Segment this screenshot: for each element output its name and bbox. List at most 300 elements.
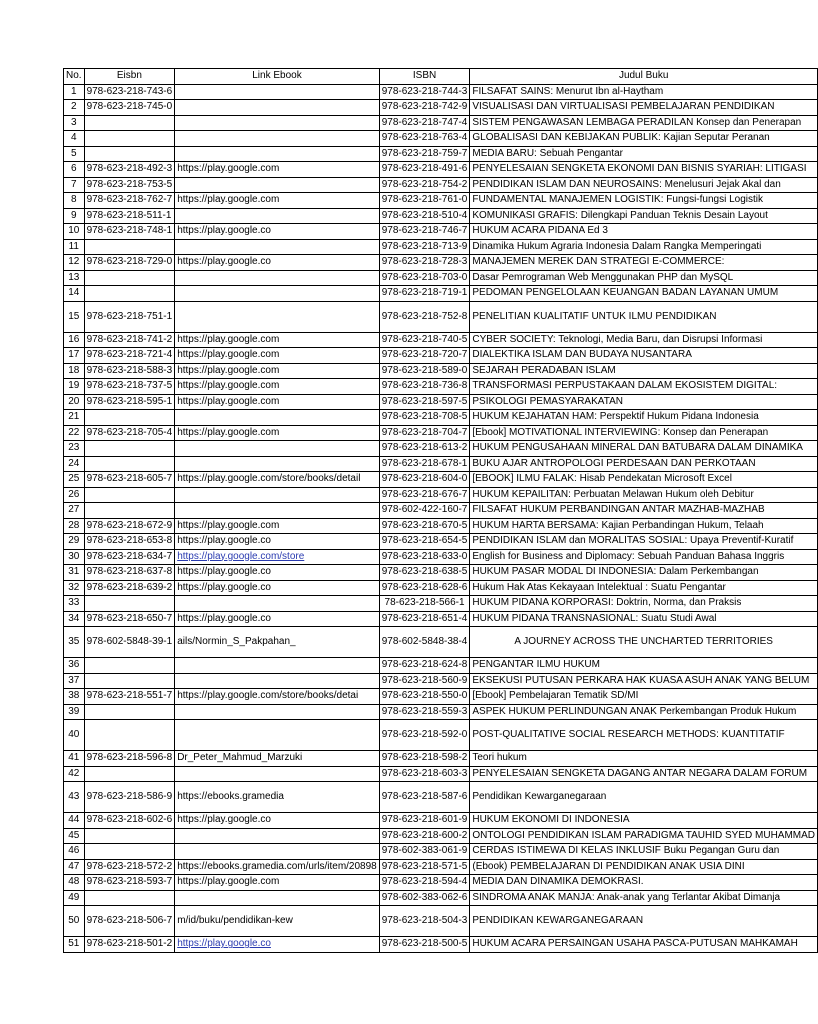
cell-isbn[interactable]: 978-623-218-708-5: [379, 410, 470, 426]
cell-eisbn[interactable]: [84, 270, 175, 286]
cell-no[interactable]: 51: [64, 937, 85, 953]
cell-isbn[interactable]: 978-623-218-703-0: [379, 270, 470, 286]
cell-no[interactable]: 21: [64, 410, 85, 426]
cell-judul-buku[interactable]: Dinamika Hukum Agraria Indonesia Dalam Rangka Memperingati: [470, 239, 818, 255]
cell-judul-buku[interactable]: VISUALISASI DAN VIRTUALISASI PEMBELAJARAN PENDIDIKAN: [470, 100, 818, 116]
cell-eisbn[interactable]: 978-623-218-511-1: [84, 208, 175, 224]
cell-judul-buku[interactable]: TRANSFORMASI PERPUSTAKAAN DALAM EKOSISTEM DIGITAL:: [470, 379, 818, 395]
cell-no[interactable]: 13: [64, 270, 85, 286]
header-no[interactable]: No.: [64, 69, 85, 85]
cell-judul-buku[interactable]: English for Business and Diplomacy: Sebuah Panduan Bahasa Inggris: [470, 549, 818, 565]
table-row: [64, 115, 818, 131]
cell-judul-buku[interactable]: HUKUM PIDANA TRANSNASIONAL: Suatu Studi Awal: [470, 611, 818, 627]
cell-eisbn[interactable]: 978-623-218-729-0: [84, 255, 175, 271]
table-row: [64, 766, 818, 782]
table-row: [64, 859, 818, 875]
cell-judul-buku[interactable]: Hukum Hak Atas Kekayaan Intelektual : Suatu Pengantar: [470, 580, 818, 596]
cell-link-ebook[interactable]: https://play.google.com/store: [175, 549, 380, 565]
cell-judul-buku[interactable]: PEDOMAN PENGELOLAAN KEUANGAN BADAN LAYANAN UMUM: [470, 286, 818, 302]
cell-link-ebook[interactable]: https://play.google.com: [175, 332, 380, 348]
cell-judul-buku[interactable]: (Ebook) PEMBELAJARAN DI PENDIDIKAN ANAK USIA DINI: [470, 859, 818, 875]
cell-judul-buku[interactable]: PENDIDIKAN ISLAM DAN NEUROSAINS: Menelusuri Jejak Akal dan: [470, 177, 818, 193]
cell-link-ebook[interactable]: [175, 410, 380, 426]
cell-no[interactable]: 19: [64, 379, 85, 395]
header-eisbn[interactable]: Eisbn: [84, 69, 175, 85]
cell-no[interactable]: 44: [64, 813, 85, 829]
cell-judul-buku[interactable]: MANAJEMEN MEREK DAN STRATEGI E-COMMERCE:: [470, 255, 818, 271]
cell-judul-buku[interactable]: KOMUNIKASI GRAFIS: Dilengkapi Panduan Teknis Desain Layout: [470, 208, 818, 224]
cell-eisbn[interactable]: 978-623-218-745-0: [84, 100, 175, 116]
cell-judul-buku[interactable]: SEJARAH PERADABAN ISLAM: [470, 363, 818, 379]
cell-eisbn[interactable]: [84, 658, 175, 674]
cell-eisbn[interactable]: 978-623-218-751-1: [84, 301, 175, 332]
cell-isbn[interactable]: 978-623-218-510-4: [379, 208, 470, 224]
cell-no[interactable]: 26: [64, 487, 85, 503]
cell-judul-buku[interactable]: EKSEKUSI PUTUSAN PERKARA HAK KUASA ASUH ANAK YANG BELUM: [470, 673, 818, 689]
cell-no[interactable]: 49: [64, 890, 85, 906]
cell-link-ebook[interactable]: https://play.google.com/store/books/detail: [175, 472, 380, 488]
cell-link-ebook[interactable]: https://play.google.com: [175, 518, 380, 534]
cell-eisbn[interactable]: [84, 487, 175, 503]
cell-eisbn[interactable]: [84, 456, 175, 472]
cell-eisbn[interactable]: 978-623-218-762-7: [84, 193, 175, 209]
table-row: [64, 270, 818, 286]
cell-eisbn[interactable]: 978-623-218-650-7: [84, 611, 175, 627]
book-table: [63, 68, 818, 953]
cell-eisbn[interactable]: 978-623-218-605-7: [84, 472, 175, 488]
cell-no[interactable]: 22: [64, 425, 85, 441]
cell-eisbn[interactable]: [84, 596, 175, 612]
cell-isbn[interactable]: 978-623-218-759-7: [379, 146, 470, 162]
cell-no[interactable]: 12: [64, 255, 85, 271]
cell-isbn[interactable]: 978-602-383-061-9: [379, 844, 470, 860]
cell-isbn[interactable]: 978-623-218-600-2: [379, 828, 470, 844]
cell-link-ebook[interactable]: https://play.google.com: [175, 875, 380, 891]
cell-judul-buku[interactable]: [EBOOK] ILMU FALAK: Hisab Pendekatan Microsoft Excel: [470, 472, 818, 488]
cell-judul-buku[interactable]: Dasar Pemrograman Web Menggunakan PHP dan MySQL: [470, 270, 818, 286]
cell-link-ebook[interactable]: [175, 177, 380, 193]
cell-link-ebook[interactable]: https://ebooks.gramedia: [175, 782, 380, 813]
cell-eisbn[interactable]: 978-623-218-595-1: [84, 394, 175, 410]
cell-eisbn[interactable]: 978-623-218-741-2: [84, 332, 175, 348]
cell-no[interactable]: 24: [64, 456, 85, 472]
cell-judul-buku[interactable]: FUNDAMENTAL MANAJEMEN LOGISTIK: Fungsi-fungsi Logistik: [470, 193, 818, 209]
cell-no[interactable]: 36: [64, 658, 85, 674]
cell-isbn[interactable]: 978-623-218-728-3: [379, 255, 470, 271]
table-row: [64, 472, 818, 488]
table-row: [64, 828, 818, 844]
cell-no[interactable]: 30: [64, 549, 85, 565]
cell-isbn[interactable]: 978-623-218-746-7: [379, 224, 470, 240]
cell-eisbn[interactable]: 978-623-218-637-8: [84, 565, 175, 581]
cell-link-ebook[interactable]: [175, 208, 380, 224]
cell-link-ebook[interactable]: https://play.google.com: [175, 162, 380, 178]
cell-eisbn[interactable]: 978-623-218-492-3: [84, 162, 175, 178]
cell-judul-buku[interactable]: PENYELESAIAN SENGKETA DAGANG ANTAR NEGARA DALAM FORUM: [470, 766, 818, 782]
cell-no[interactable]: 2: [64, 100, 85, 116]
table-row: [64, 580, 818, 596]
cell-eisbn[interactable]: 978-623-218-705-4: [84, 425, 175, 441]
table-row: [64, 410, 818, 426]
cell-isbn[interactable]: 978-623-218-736-8: [379, 379, 470, 395]
cell-isbn[interactable]: 978-623-218-676-7: [379, 487, 470, 503]
cell-judul-buku[interactable]: HUKUM PASAR MODAL DI INDONESIA: Dalam Perkembangan: [470, 565, 818, 581]
table-row: [64, 286, 818, 302]
cell-eisbn[interactable]: 978-623-218-501-2: [84, 937, 175, 953]
cell-judul-buku[interactable]: POST-QUALITATIVE SOCIAL RESEARCH METHODS: KUANTITATIF: [470, 720, 818, 751]
cell-no[interactable]: 48: [64, 875, 85, 891]
cell-eisbn[interactable]: 978-623-218-634-7: [84, 549, 175, 565]
cell-link-ebook[interactable]: [175, 828, 380, 844]
cell-isbn[interactable]: 978-623-218-601-9: [379, 813, 470, 829]
cell-no[interactable]: 23: [64, 441, 85, 457]
cell-judul-buku[interactable]: PENGANTAR ILMU HUKUM: [470, 658, 818, 674]
cell-link-ebook[interactable]: [175, 84, 380, 100]
cell-judul-buku[interactable]: HUKUM KEPAILITAN: Perbuatan Melawan Hukum oleh Debitur: [470, 487, 818, 503]
cell-no[interactable]: 34: [64, 611, 85, 627]
cell-judul-buku[interactable]: DIALEKTIKA ISLAM DAN BUDAYA NUSANTARA: [470, 348, 818, 364]
table-row: [64, 441, 818, 457]
cell-isbn[interactable]: 978-623-218-719-1: [379, 286, 470, 302]
cell-no[interactable]: 32: [64, 580, 85, 596]
cell-eisbn[interactable]: [84, 828, 175, 844]
cell-isbn[interactable]: 978-623-218-613-2: [379, 441, 470, 457]
cell-link-ebook[interactable]: https://play.google.co: [175, 565, 380, 581]
table-row: [64, 177, 818, 193]
cell-link-ebook[interactable]: [175, 890, 380, 906]
table-row: [64, 534, 818, 550]
table-row: [64, 565, 818, 581]
cell-judul-buku[interactable]: HUKUM ACARA PERSAINGAN USAHA PASCA-PUTUSAN MAHKAMAH: [470, 937, 818, 953]
header-judul-buku[interactable]: Judul Buku: [470, 69, 818, 85]
cell-link-ebook[interactable]: [175, 301, 380, 332]
cell-link-ebook[interactable]: ails/Normin_S_Pakpahan_: [175, 627, 380, 658]
cell-isbn[interactable]: 978-623-218-491-6: [379, 162, 470, 178]
cell-judul-buku[interactable]: SISTEM PENGAWASAN LEMBAGA PERADILAN Konsep dan Penerapan: [470, 115, 818, 131]
cell-eisbn[interactable]: [84, 720, 175, 751]
cell-no[interactable]: 47: [64, 859, 85, 875]
cell-judul-buku[interactable]: MEDIA DAN DINAMIKA DEMOKRASI.: [470, 875, 818, 891]
cell-isbn[interactable]: 978-623-218-592-0: [379, 720, 470, 751]
cell-link-ebook[interactable]: [175, 596, 380, 612]
cell-link-ebook[interactable]: Dr_Peter_Mahmud_Marzuki: [175, 751, 380, 767]
table-row: [64, 301, 818, 332]
cell-eisbn[interactable]: [84, 286, 175, 302]
cell-isbn[interactable]: 978-623-218-603-3: [379, 766, 470, 782]
cell-judul-buku[interactable]: PENYELESAIAN SENGKETA EKONOMI DAN BISNIS SYARIAH: LITIGASI: [470, 162, 818, 178]
cell-eisbn[interactable]: [84, 890, 175, 906]
cell-no[interactable]: 40: [64, 720, 85, 751]
cell-link-ebook[interactable]: https://ebooks.gramedia.com/urls/item/20898: [175, 859, 380, 875]
cell-link-ebook[interactable]: [175, 766, 380, 782]
cell-no[interactable]: 46: [64, 844, 85, 860]
cell-eisbn[interactable]: 978-623-218-602-6: [84, 813, 175, 829]
cell-link-ebook[interactable]: https://play.google.co: [175, 580, 380, 596]
cell-isbn[interactable]: 978-623-218-670-5: [379, 518, 470, 534]
table-row: [64, 255, 818, 271]
cell-link-ebook[interactable]: https://play.google.com: [175, 363, 380, 379]
table-row: [64, 906, 818, 937]
cell-isbn[interactable]: 978-602-5848-38-4: [379, 627, 470, 658]
table-row: [64, 146, 818, 162]
cell-judul-buku[interactable]: BUKU AJAR ANTROPOLOGI PERDESAAN DAN PERKOTAAN: [470, 456, 818, 472]
cell-eisbn[interactable]: 978-623-218-748-1: [84, 224, 175, 240]
cell-link-ebook[interactable]: https://play.google.com: [175, 379, 380, 395]
table-row: [64, 503, 818, 519]
table-row: [64, 379, 818, 395]
cell-eisbn[interactable]: [84, 131, 175, 147]
cell-isbn[interactable]: 978-623-218-763-4: [379, 131, 470, 147]
cell-link-ebook[interactable]: [175, 704, 380, 720]
cell-isbn[interactable]: 978-623-218-594-4: [379, 875, 470, 891]
cell-judul-buku[interactable]: ONTOLOGI PENDIDIKAN ISLAM PARADIGMA TAUHID SYED MUHAMMAD: [470, 828, 818, 844]
cell-isbn[interactable]: 978-623-218-654-5: [379, 534, 470, 550]
cell-judul-buku[interactable]: MEDIA BARU: Sebuah Pengantar: [470, 146, 818, 162]
cell-eisbn[interactable]: [84, 146, 175, 162]
cell-isbn[interactable]: 978-623-218-598-2: [379, 751, 470, 767]
cell-judul-buku[interactable]: FILSAFAT HUKUM PERBANDINGAN ANTAR MAZHAB-MAZHAB: [470, 503, 818, 519]
cell-isbn[interactable]: 978-623-218-560-9: [379, 673, 470, 689]
cell-judul-buku[interactable]: HUKUM EKONOMI DI INDONESIA: [470, 813, 818, 829]
cell-link-ebook[interactable]: [175, 270, 380, 286]
cell-link-ebook[interactable]: https://play.google.co: [175, 255, 380, 271]
cell-no[interactable]: 31: [64, 565, 85, 581]
cell-no[interactable]: 8: [64, 193, 85, 209]
cell-isbn[interactable]: 978-623-218-587-6: [379, 782, 470, 813]
cell-link-ebook[interactable]: [175, 286, 380, 302]
cell-link-ebook[interactable]: https://play.google.com: [175, 348, 380, 364]
table-row: [64, 162, 818, 178]
cell-eisbn[interactable]: [84, 115, 175, 131]
cell-link-ebook[interactable]: https://play.google.co: [175, 224, 380, 240]
cell-no[interactable]: 3: [64, 115, 85, 131]
cell-judul-buku[interactable]: HUKUM KEJAHATAN HAM: Perspektif Hukum Pidana Indonesia: [470, 410, 818, 426]
cell-no[interactable]: 4: [64, 131, 85, 147]
cell-link-ebook[interactable]: [175, 720, 380, 751]
cell-link-ebook[interactable]: [175, 844, 380, 860]
cell-eisbn[interactable]: 978-623-218-588-3: [84, 363, 175, 379]
cell-no[interactable]: 14: [64, 286, 85, 302]
cell-no[interactable]: 50: [64, 906, 85, 937]
cell-isbn[interactable]: 978-623-218-604-0: [379, 472, 470, 488]
cell-no[interactable]: 28: [64, 518, 85, 534]
cell-eisbn[interactable]: [84, 410, 175, 426]
cell-judul-buku[interactable]: HUKUM HARTA BERSAMA: Kajian Perbandingan Hukum, Telaah: [470, 518, 818, 534]
cell-eisbn[interactable]: [84, 673, 175, 689]
cell-no[interactable]: 38: [64, 689, 85, 705]
cell-no[interactable]: 11: [64, 239, 85, 255]
cell-isbn[interactable]: 978-623-218-744-3: [379, 84, 470, 100]
cell-no[interactable]: 43: [64, 782, 85, 813]
cell-judul-buku[interactable]: [Ebook] MOTIVATIONAL INTERVIEWING: Konsep dan Penerapan: [470, 425, 818, 441]
cell-eisbn[interactable]: 978-623-218-572-2: [84, 859, 175, 875]
cell-isbn[interactable]: 978-623-218-720-7: [379, 348, 470, 364]
table-row: [64, 518, 818, 534]
cell-no[interactable]: 15: [64, 301, 85, 332]
cell-link-ebook[interactable]: https://play.google.co: [175, 813, 380, 829]
cell-judul-buku[interactable]: PENDIDIKAN KEWARGANEGARAAN: [470, 906, 818, 937]
table-row: [64, 611, 818, 627]
cell-judul-buku[interactable]: GLOBALISASI DAN KEBIJAKAN PUBLIK: Kajian Seputar Peranan: [470, 131, 818, 147]
cell-isbn[interactable]: 978-623-218-754-2: [379, 177, 470, 193]
header-link-ebook[interactable]: Link Ebook: [175, 69, 380, 85]
cell-isbn[interactable]: 978-623-218-504-3: [379, 906, 470, 937]
cell-no[interactable]: 10: [64, 224, 85, 240]
cell-link-ebook[interactable]: [175, 658, 380, 674]
cell-judul-buku[interactable]: Teori hukum: [470, 751, 818, 767]
table-row: [64, 425, 818, 441]
cell-link-ebook[interactable]: [175, 239, 380, 255]
cell-eisbn[interactable]: 978-623-218-506-7: [84, 906, 175, 937]
table-row: [64, 704, 818, 720]
cell-judul-buku[interactable]: CYBER SOCIETY: Teknologi, Media Baru, dan Disrupsi Informasi: [470, 332, 818, 348]
cell-isbn[interactable]: 978-623-218-740-5: [379, 332, 470, 348]
cell-no[interactable]: 17: [64, 348, 85, 364]
cell-no[interactable]: 45: [64, 828, 85, 844]
table-row: [64, 890, 818, 906]
cell-link-ebook[interactable]: [175, 456, 380, 472]
cell-link-ebook[interactable]: https://play.google.com: [175, 193, 380, 209]
cell-isbn[interactable]: 978-623-218-713-9: [379, 239, 470, 255]
cell-eisbn[interactable]: 978-623-218-743-6: [84, 84, 175, 100]
cell-link-ebook[interactable]: https://play.google.com/store/books/detai: [175, 689, 380, 705]
table-row: [64, 875, 818, 891]
cell-eisbn[interactable]: [84, 239, 175, 255]
cell-judul-buku[interactable]: A JOURNEY ACROSS THE UNCHARTED TERRITORIES: [470, 627, 818, 658]
cell-isbn[interactable]: 978-623-218-678-1: [379, 456, 470, 472]
cell-judul-buku[interactable]: HUKUM PIDANA KORPORASI: Doktrin, Norma, dan Praksis: [470, 596, 818, 612]
table-row: [64, 100, 818, 116]
table-row: [64, 720, 818, 751]
cell-isbn[interactable]: 978-623-218-628-6: [379, 580, 470, 596]
table-row: [64, 394, 818, 410]
table-row: [64, 348, 818, 364]
cell-judul-buku[interactable]: Pendidikan Kewarganegaraan: [470, 782, 818, 813]
cell-eisbn[interactable]: [84, 503, 175, 519]
cell-eisbn[interactable]: 978-623-218-721-4: [84, 348, 175, 364]
cell-no[interactable]: 35: [64, 627, 85, 658]
cell-isbn[interactable]: 978-623-218-651-4: [379, 611, 470, 627]
cell-link-ebook[interactable]: [175, 503, 380, 519]
cell-link-ebook[interactable]: https://play.google.co: [175, 534, 380, 550]
cell-no[interactable]: 37: [64, 673, 85, 689]
table-row: [64, 456, 818, 472]
cell-eisbn[interactable]: 978-623-218-596-8: [84, 751, 175, 767]
cell-eisbn[interactable]: [84, 704, 175, 720]
cell-link-ebook[interactable]: m/id/buku/pendidikan-kew: [175, 906, 380, 937]
cell-isbn[interactable]: 78-623-218-566-1: [379, 596, 470, 612]
cell-isbn[interactable]: 978-623-218-571-5: [379, 859, 470, 875]
cell-no[interactable]: 39: [64, 704, 85, 720]
cell-link-ebook[interactable]: [175, 115, 380, 131]
cell-isbn[interactable]: 978-623-218-638-5: [379, 565, 470, 581]
table-row: [64, 84, 818, 100]
cell-isbn[interactable]: 978-623-218-589-0: [379, 363, 470, 379]
cell-judul-buku[interactable]: [Ebook] Pembelajaran Tematik SD/MI: [470, 689, 818, 705]
cell-isbn[interactable]: 978-602-422-160-7: [379, 503, 470, 519]
cell-eisbn[interactable]: 978-623-218-753-5: [84, 177, 175, 193]
cell-no[interactable]: 7: [64, 177, 85, 193]
cell-no[interactable]: 42: [64, 766, 85, 782]
cell-eisbn[interactable]: [84, 844, 175, 860]
cell-link-ebook[interactable]: [175, 131, 380, 147]
table-row: [64, 332, 818, 348]
cell-isbn[interactable]: 978-623-218-550-0: [379, 689, 470, 705]
cell-link-ebook[interactable]: https://play.google.com: [175, 394, 380, 410]
cell-judul-buku[interactable]: PENDIDIKAN ISLAM dan MORALITAS SOSIAL: Upaya Preventif-Kuratif: [470, 534, 818, 550]
cell-eisbn[interactable]: 978-623-218-653-8: [84, 534, 175, 550]
cell-isbn[interactable]: 978-623-218-752-8: [379, 301, 470, 332]
cell-no[interactable]: 33: [64, 596, 85, 612]
cell-judul-buku[interactable]: PSIKOLOGI PEMASYARAKATAN: [470, 394, 818, 410]
cell-link-ebook[interactable]: [175, 100, 380, 116]
cell-no[interactable]: 1: [64, 84, 85, 100]
cell-link-ebook[interactable]: [175, 673, 380, 689]
cell-link-ebook[interactable]: [175, 146, 380, 162]
cell-no[interactable]: 6: [64, 162, 85, 178]
header-isbn[interactable]: ISBN: [379, 69, 470, 85]
cell-judul-buku[interactable]: CERDAS ISTIMEWA DI KELAS INKLUSIF Buku Pegangan Guru dan: [470, 844, 818, 860]
cell-isbn[interactable]: 978-623-218-704-7: [379, 425, 470, 441]
cell-no[interactable]: 27: [64, 503, 85, 519]
cell-eisbn[interactable]: 978-623-218-593-7: [84, 875, 175, 891]
cell-isbn[interactable]: 978-623-218-761-0: [379, 193, 470, 209]
cell-eisbn[interactable]: 978-623-218-551-7: [84, 689, 175, 705]
cell-no[interactable]: 20: [64, 394, 85, 410]
table-row: [64, 658, 818, 674]
cell-no[interactable]: 18: [64, 363, 85, 379]
cell-eisbn[interactable]: 978-623-218-586-9: [84, 782, 175, 813]
cell-isbn[interactable]: 978-623-218-747-4: [379, 115, 470, 131]
cell-link-ebook[interactable]: https://play.google.com: [175, 425, 380, 441]
cell-isbn[interactable]: 978-623-218-500-5: [379, 937, 470, 953]
cell-link-ebook[interactable]: https://play.google.co: [175, 611, 380, 627]
cell-eisbn[interactable]: 978-623-218-672-9: [84, 518, 175, 534]
cell-judul-buku[interactable]: HUKUM ACARA PIDANA Ed 3: [470, 224, 818, 240]
cell-no[interactable]: 9: [64, 208, 85, 224]
table-row: [64, 751, 818, 767]
cell-judul-buku[interactable]: ASPEK HUKUM PERLINDUNGAN ANAK Perkembangan Produk Hukum: [470, 704, 818, 720]
cell-eisbn[interactable]: [84, 766, 175, 782]
cell-no[interactable]: 16: [64, 332, 85, 348]
cell-isbn[interactable]: 978-623-218-633-0: [379, 549, 470, 565]
cell-link-ebook[interactable]: https://play.google.co: [175, 937, 380, 953]
table-row: [64, 937, 818, 953]
cell-link-ebook[interactable]: [175, 487, 380, 503]
cell-no[interactable]: 41: [64, 751, 85, 767]
cell-eisbn[interactable]: [84, 441, 175, 457]
cell-eisbn[interactable]: 978-623-218-639-2: [84, 580, 175, 596]
cell-judul-buku[interactable]: HUKUM PENGUSAHAAN MINERAL DAN BATUBARA DALAM DINAMIKA: [470, 441, 818, 457]
cell-eisbn[interactable]: 978-623-218-737-5: [84, 379, 175, 395]
cell-link-ebook[interactable]: [175, 441, 380, 457]
table-row: [64, 673, 818, 689]
cell-isbn[interactable]: 978-623-218-559-3: [379, 704, 470, 720]
cell-judul-buku[interactable]: PENELITIAN KUALITATIF UNTUK ILMU PENDIDIKAN: [470, 301, 818, 332]
table-row: [64, 549, 818, 565]
cell-judul-buku[interactable]: FILSAFAT SAINS: Menurut Ibn al-Haytham: [470, 84, 818, 100]
cell-isbn[interactable]: 978-623-218-742-9: [379, 100, 470, 116]
cell-no[interactable]: 29: [64, 534, 85, 550]
cell-no[interactable]: 25: [64, 472, 85, 488]
cell-isbn[interactable]: 978-602-383-062-6: [379, 890, 470, 906]
cell-no[interactable]: 5: [64, 146, 85, 162]
cell-judul-buku[interactable]: SINDROMA ANAK MANJA: Anak-anak yang Terlantar Akibat Dimanja: [470, 890, 818, 906]
cell-isbn[interactable]: 978-623-218-597-5: [379, 394, 470, 410]
cell-eisbn[interactable]: 978-602-5848-39-1: [84, 627, 175, 658]
table-row: [64, 131, 818, 147]
cell-isbn[interactable]: 978-623-218-624-8: [379, 658, 470, 674]
